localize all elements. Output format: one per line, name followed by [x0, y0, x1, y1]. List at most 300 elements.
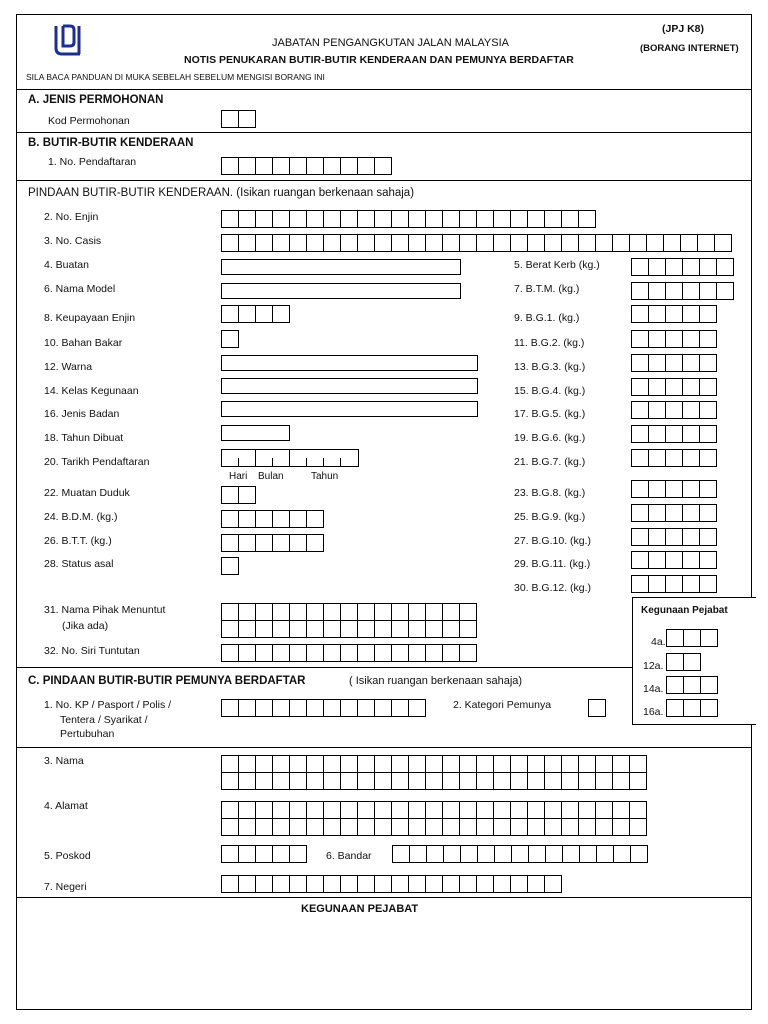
char-cell[interactable]: [494, 755, 511, 773]
char-cell[interactable]: [613, 234, 630, 252]
bg12-input[interactable]: [631, 575, 717, 593]
btt-input[interactable]: [221, 534, 324, 552]
char-cell[interactable]: [700, 378, 717, 396]
char-cell[interactable]: [664, 234, 681, 252]
char-cell[interactable]: [562, 210, 579, 228]
char-cell[interactable]: [649, 282, 666, 300]
char-cell[interactable]: [273, 818, 290, 836]
char-cell[interactable]: [375, 157, 392, 175]
char-cell[interactable]: [239, 210, 256, 228]
char-cell[interactable]: [632, 449, 649, 467]
char-cell[interactable]: [410, 845, 427, 863]
char-cell[interactable]: [222, 557, 239, 575]
char-cell[interactable]: [460, 875, 477, 893]
char-cell[interactable]: [239, 699, 256, 717]
char-cell[interactable]: [426, 644, 443, 662]
char-cell[interactable]: [579, 234, 596, 252]
char-cell[interactable]: [222, 875, 239, 893]
char-cell[interactable]: [409, 755, 426, 773]
char-cell[interactable]: [684, 629, 701, 647]
char-cell[interactable]: [666, 575, 683, 593]
char-cell[interactable]: [460, 210, 477, 228]
bandar-input[interactable]: [392, 845, 648, 863]
char-cell[interactable]: [222, 620, 239, 638]
char-cell[interactable]: [528, 772, 545, 790]
char-cell[interactable]: [256, 157, 273, 175]
no-casis-input[interactable]: [221, 234, 732, 252]
char-cell[interactable]: [700, 401, 717, 419]
char-cell[interactable]: [392, 801, 409, 819]
char-cell[interactable]: [324, 818, 341, 836]
char-cell[interactable]: [290, 875, 307, 893]
char-cell[interactable]: [409, 875, 426, 893]
char-cell[interactable]: [273, 157, 290, 175]
char-cell[interactable]: [666, 528, 683, 546]
char-cell[interactable]: [358, 801, 375, 819]
char-cell[interactable]: [528, 801, 545, 819]
char-cell[interactable]: [307, 875, 324, 893]
char-cell[interactable]: [715, 234, 732, 252]
char-cell[interactable]: [701, 629, 718, 647]
char-cell[interactable]: [589, 699, 606, 717]
char-cell[interactable]: [477, 801, 494, 819]
char-cell[interactable]: [460, 234, 477, 252]
buatan-input[interactable]: [221, 259, 461, 275]
char-cell[interactable]: [579, 818, 596, 836]
char-cell[interactable]: [426, 603, 443, 621]
char-cell[interactable]: [683, 449, 700, 467]
char-cell[interactable]: [632, 354, 649, 372]
bdm-input[interactable]: [221, 510, 324, 528]
char-cell[interactable]: [443, 818, 460, 836]
char-cell[interactable]: [545, 755, 562, 773]
char-cell[interactable]: [358, 210, 375, 228]
char-cell[interactable]: [409, 801, 426, 819]
char-cell[interactable]: [460, 755, 477, 773]
char-cell[interactable]: [375, 603, 392, 621]
char-cell[interactable]: [256, 875, 273, 893]
char-cell[interactable]: [239, 620, 256, 638]
char-cell[interactable]: [324, 210, 341, 228]
char-cell[interactable]: [222, 110, 239, 128]
char-cell[interactable]: [358, 699, 375, 717]
char-cell[interactable]: [649, 378, 666, 396]
berat-kerb-input[interactable]: [631, 258, 734, 276]
bg7-input[interactable]: [631, 449, 717, 467]
kelas-kegunaan-input[interactable]: [221, 378, 478, 394]
nama-input-row2[interactable]: [221, 772, 647, 790]
char-cell[interactable]: [596, 755, 613, 773]
char-cell[interactable]: [700, 551, 717, 569]
char-cell[interactable]: [477, 875, 494, 893]
char-cell[interactable]: [290, 644, 307, 662]
char-cell[interactable]: [324, 699, 341, 717]
char-cell[interactable]: [341, 875, 358, 893]
char-cell[interactable]: [239, 534, 256, 552]
char-cell[interactable]: [375, 772, 392, 790]
office-14a-input[interactable]: [666, 676, 718, 694]
char-cell[interactable]: [630, 234, 647, 252]
char-cell[interactable]: [392, 234, 409, 252]
char-cell[interactable]: [681, 234, 698, 252]
char-cell[interactable]: [562, 818, 579, 836]
char-cell[interactable]: [443, 755, 460, 773]
char-cell[interactable]: [222, 603, 239, 621]
char-cell[interactable]: [256, 305, 273, 323]
char-cell[interactable]: [700, 258, 717, 276]
char-cell[interactable]: [596, 234, 613, 252]
char-cell[interactable]: [683, 401, 700, 419]
status-asal-input[interactable]: [221, 557, 239, 575]
char-cell[interactable]: [512, 845, 529, 863]
char-cell[interactable]: [324, 772, 341, 790]
char-cell[interactable]: [392, 818, 409, 836]
char-cell[interactable]: [273, 801, 290, 819]
char-cell[interactable]: [307, 157, 324, 175]
char-cell[interactable]: [375, 818, 392, 836]
char-cell[interactable]: [630, 818, 647, 836]
char-cell[interactable]: [222, 534, 239, 552]
char-cell[interactable]: [443, 801, 460, 819]
char-cell[interactable]: [511, 801, 528, 819]
no-pendaftaran-input[interactable]: [221, 157, 392, 175]
char-cell[interactable]: [222, 801, 239, 819]
char-cell[interactable]: [701, 676, 718, 694]
char-cell[interactable]: [358, 234, 375, 252]
bg4-input[interactable]: [631, 378, 717, 396]
char-cell[interactable]: [649, 305, 666, 323]
char-cell[interactable]: [460, 772, 477, 790]
char-cell[interactable]: [528, 818, 545, 836]
char-cell[interactable]: [597, 845, 614, 863]
char-cell[interactable]: [701, 699, 718, 717]
char-cell[interactable]: [700, 354, 717, 372]
char-cell[interactable]: [477, 755, 494, 773]
char-cell[interactable]: [392, 210, 409, 228]
char-cell[interactable]: [494, 875, 511, 893]
char-cell[interactable]: [649, 401, 666, 419]
char-cell[interactable]: [632, 480, 649, 498]
char-cell[interactable]: [307, 210, 324, 228]
char-cell[interactable]: [358, 772, 375, 790]
char-cell[interactable]: [579, 755, 596, 773]
char-cell[interactable]: [307, 801, 324, 819]
char-cell[interactable]: [290, 510, 307, 528]
char-cell[interactable]: [700, 504, 717, 522]
char-cell[interactable]: [273, 510, 290, 528]
char-cell[interactable]: [409, 818, 426, 836]
char-cell[interactable]: [683, 258, 700, 276]
char-cell[interactable]: [341, 755, 358, 773]
char-cell[interactable]: [613, 818, 630, 836]
char-cell[interactable]: [562, 801, 579, 819]
char-cell[interactable]: [307, 234, 324, 252]
char-cell[interactable]: [443, 875, 460, 893]
char-cell[interactable]: [273, 772, 290, 790]
char-cell[interactable]: [409, 620, 426, 638]
char-cell[interactable]: [239, 110, 256, 128]
char-cell[interactable]: [477, 818, 494, 836]
bg11-input[interactable]: [631, 551, 717, 569]
char-cell[interactable]: [443, 234, 460, 252]
char-cell[interactable]: [667, 653, 684, 671]
char-cell[interactable]: [307, 510, 324, 528]
char-cell[interactable]: [222, 234, 239, 252]
jenis-badan-input[interactable]: [221, 401, 478, 417]
char-cell[interactable]: [256, 755, 273, 773]
office-12a-input[interactable]: [666, 653, 701, 671]
char-cell[interactable]: [444, 845, 461, 863]
char-cell[interactable]: [239, 157, 256, 175]
char-cell[interactable]: [222, 210, 239, 228]
bg3-input[interactable]: [631, 354, 717, 372]
no-kp-input[interactable]: [221, 699, 426, 717]
char-cell[interactable]: [528, 210, 545, 228]
char-cell[interactable]: [324, 603, 341, 621]
char-cell[interactable]: [324, 644, 341, 662]
char-cell[interactable]: [700, 425, 717, 443]
char-cell[interactable]: [528, 755, 545, 773]
bg2-input[interactable]: [631, 330, 717, 348]
char-cell[interactable]: [717, 258, 734, 276]
char-cell[interactable]: [666, 330, 683, 348]
char-cell[interactable]: [632, 528, 649, 546]
bg8-input[interactable]: [631, 480, 717, 498]
char-cell[interactable]: [666, 449, 683, 467]
char-cell[interactable]: [443, 620, 460, 638]
char-cell[interactable]: [307, 620, 324, 638]
poskod-input[interactable]: [221, 845, 307, 863]
kod-permohonan-input[interactable]: [221, 110, 256, 128]
char-cell[interactable]: [307, 755, 324, 773]
char-cell[interactable]: [375, 801, 392, 819]
char-cell[interactable]: [324, 755, 341, 773]
char-cell[interactable]: [290, 534, 307, 552]
char-cell[interactable]: [358, 818, 375, 836]
char-cell[interactable]: [700, 305, 717, 323]
char-cell[interactable]: [290, 603, 307, 621]
char-cell[interactable]: [580, 845, 597, 863]
char-cell[interactable]: [409, 234, 426, 252]
char-cell[interactable]: [683, 528, 700, 546]
char-cell[interactable]: [273, 620, 290, 638]
char-cell[interactable]: [666, 551, 683, 569]
char-cell[interactable]: [630, 755, 647, 773]
char-cell[interactable]: [426, 875, 443, 893]
char-cell[interactable]: [562, 234, 579, 252]
char-cell[interactable]: [632, 551, 649, 569]
char-cell[interactable]: [596, 772, 613, 790]
alamat-input-row1[interactable]: [221, 801, 647, 819]
char-cell[interactable]: [443, 210, 460, 228]
char-cell[interactable]: [426, 772, 443, 790]
char-cell[interactable]: [632, 282, 649, 300]
char-cell[interactable]: [666, 425, 683, 443]
char-cell[interactable]: [426, 801, 443, 819]
char-cell[interactable]: [290, 699, 307, 717]
char-cell[interactable]: [596, 818, 613, 836]
bg5-input[interactable]: [631, 401, 717, 419]
char-cell[interactable]: [511, 210, 528, 228]
bg9-input[interactable]: [631, 504, 717, 522]
char-cell[interactable]: [631, 845, 648, 863]
char-cell[interactable]: [222, 486, 239, 504]
char-cell[interactable]: [545, 234, 562, 252]
char-cell[interactable]: [427, 845, 444, 863]
char-cell[interactable]: [239, 801, 256, 819]
char-cell[interactable]: [477, 772, 494, 790]
char-cell[interactable]: [494, 772, 511, 790]
char-cell[interactable]: [307, 644, 324, 662]
char-cell[interactable]: [511, 234, 528, 252]
char-cell[interactable]: [495, 845, 512, 863]
char-cell[interactable]: [222, 330, 239, 348]
char-cell[interactable]: [341, 699, 358, 717]
char-cell[interactable]: [222, 644, 239, 662]
char-cell[interactable]: [392, 772, 409, 790]
char-cell[interactable]: [341, 234, 358, 252]
char-cell[interactable]: [613, 801, 630, 819]
char-cell[interactable]: [375, 210, 392, 228]
char-cell[interactable]: [632, 378, 649, 396]
char-cell[interactable]: [341, 620, 358, 638]
char-cell[interactable]: [222, 845, 239, 863]
char-cell[interactable]: [649, 425, 666, 443]
char-cell[interactable]: [273, 210, 290, 228]
char-cell[interactable]: [273, 875, 290, 893]
char-cell[interactable]: [358, 157, 375, 175]
char-cell[interactable]: [256, 699, 273, 717]
char-cell[interactable]: [239, 644, 256, 662]
char-cell[interactable]: [290, 772, 307, 790]
tarikh-pendaftaran-input[interactable]: [221, 449, 359, 467]
char-cell[interactable]: [683, 282, 700, 300]
char-cell[interactable]: [494, 210, 511, 228]
char-cell[interactable]: [666, 378, 683, 396]
char-cell[interactable]: [649, 258, 666, 276]
char-cell[interactable]: [341, 644, 358, 662]
char-cell[interactable]: [290, 234, 307, 252]
char-cell[interactable]: [392, 620, 409, 638]
char-cell[interactable]: [666, 258, 683, 276]
muatan-duduk-input[interactable]: [221, 486, 256, 504]
char-cell[interactable]: [460, 818, 477, 836]
char-cell[interactable]: [443, 644, 460, 662]
char-cell[interactable]: [477, 210, 494, 228]
char-cell[interactable]: [460, 801, 477, 819]
char-cell[interactable]: [358, 620, 375, 638]
office-4a-input[interactable]: [666, 629, 718, 647]
bg1-input[interactable]: [631, 305, 717, 323]
char-cell[interactable]: [375, 620, 392, 638]
char-cell[interactable]: [341, 772, 358, 790]
char-cell[interactable]: [239, 818, 256, 836]
char-cell[interactable]: [290, 818, 307, 836]
char-cell[interactable]: [494, 818, 511, 836]
nama-model-input[interactable]: [221, 283, 461, 299]
char-cell[interactable]: [632, 575, 649, 593]
char-cell[interactable]: [528, 875, 545, 893]
char-cell[interactable]: [649, 575, 666, 593]
char-cell[interactable]: [426, 818, 443, 836]
char-cell[interactable]: [324, 620, 341, 638]
char-cell[interactable]: [460, 603, 477, 621]
char-cell[interactable]: [563, 845, 580, 863]
bg6-input[interactable]: [631, 425, 717, 443]
char-cell[interactable]: [683, 425, 700, 443]
char-cell[interactable]: [256, 510, 273, 528]
char-cell[interactable]: [666, 354, 683, 372]
no-siri-tuntutan-input[interactable]: [221, 644, 477, 662]
char-cell[interactable]: [632, 305, 649, 323]
char-cell[interactable]: [392, 755, 409, 773]
char-cell[interactable]: [290, 210, 307, 228]
char-cell[interactable]: [649, 551, 666, 569]
bahan-bakar-input[interactable]: [221, 330, 239, 348]
char-cell[interactable]: [222, 772, 239, 790]
char-cell[interactable]: [256, 818, 273, 836]
char-cell[interactable]: [684, 653, 701, 671]
kategori-pemunya-input[interactable]: [588, 699, 606, 717]
char-cell[interactable]: [529, 845, 546, 863]
char-cell[interactable]: [684, 699, 701, 717]
char-cell[interactable]: [239, 603, 256, 621]
char-cell[interactable]: [461, 845, 478, 863]
char-cell[interactable]: [307, 772, 324, 790]
char-cell[interactable]: [545, 210, 562, 228]
char-cell[interactable]: [273, 644, 290, 662]
char-cell[interactable]: [579, 210, 596, 228]
bg10-input[interactable]: [631, 528, 717, 546]
char-cell[interactable]: [256, 534, 273, 552]
char-cell[interactable]: [683, 378, 700, 396]
char-cell[interactable]: [409, 699, 426, 717]
char-cell[interactable]: [545, 818, 562, 836]
char-cell[interactable]: [666, 504, 683, 522]
char-cell[interactable]: [341, 157, 358, 175]
char-cell[interactable]: [630, 801, 647, 819]
char-cell[interactable]: [614, 845, 631, 863]
char-cell[interactable]: [273, 534, 290, 552]
char-cell[interactable]: [324, 801, 341, 819]
char-cell[interactable]: [443, 772, 460, 790]
char-cell[interactable]: [426, 755, 443, 773]
char-cell[interactable]: [613, 772, 630, 790]
char-cell[interactable]: [649, 330, 666, 348]
char-cell[interactable]: [460, 644, 477, 662]
char-cell[interactable]: [290, 620, 307, 638]
char-cell[interactable]: [683, 330, 700, 348]
char-cell[interactable]: [392, 875, 409, 893]
char-cell[interactable]: [477, 234, 494, 252]
char-cell[interactable]: [256, 603, 273, 621]
char-cell[interactable]: [256, 210, 273, 228]
no-enjin-input[interactable]: [221, 210, 596, 228]
char-cell[interactable]: [683, 480, 700, 498]
char-cell[interactable]: [426, 234, 443, 252]
char-cell[interactable]: [239, 772, 256, 790]
char-cell[interactable]: [666, 305, 683, 323]
char-cell[interactable]: [375, 699, 392, 717]
char-cell[interactable]: [562, 755, 579, 773]
char-cell[interactable]: [290, 845, 307, 863]
char-cell[interactable]: [307, 818, 324, 836]
char-cell[interactable]: [528, 234, 545, 252]
char-cell[interactable]: [649, 480, 666, 498]
tahun-dibuat-input[interactable]: [221, 425, 290, 441]
char-cell[interactable]: [666, 401, 683, 419]
char-cell[interactable]: [649, 504, 666, 522]
